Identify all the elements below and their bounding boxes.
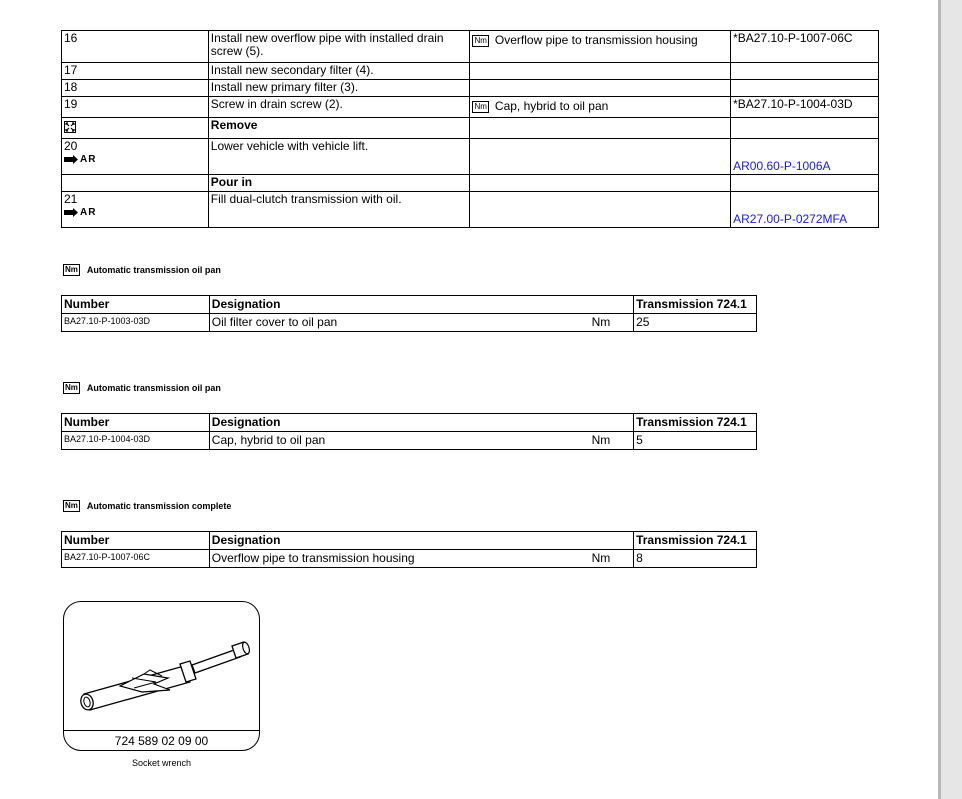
torque-designation: Cap, hybrid to oil pan	[209, 432, 591, 450]
torque-value: 5	[634, 432, 757, 450]
column-header-designation: Designation	[209, 414, 591, 432]
torque-section-title: Automatic transmission oil pan	[86, 265, 221, 275]
column-header-number: Number	[62, 414, 210, 432]
torque-ref: *BA27.10-P-1007-06C	[733, 31, 853, 45]
torque-table-header	[62, 532, 757, 550]
torque-nm-icon: Nm	[65, 265, 78, 274]
torque-section-title: Automatic transmission oil pan	[86, 383, 221, 393]
step-text: Screw in drain screw (2).	[210, 97, 343, 111]
torque-text: Cap, hybrid to oil pan	[494, 99, 609, 113]
torque-ref: *BA27.10-P-1004-03D	[733, 97, 853, 111]
ar-document-link[interactable]: AR00.60-P-1006A	[733, 159, 831, 173]
torque-table	[61, 531, 757, 568]
step-number: 19	[64, 97, 78, 111]
column-header-number: Number	[62, 532, 210, 550]
column-header-transmission: Transmission 724.1	[634, 296, 757, 314]
step-row-20	[62, 139, 879, 175]
ar-reference-marker	[64, 206, 96, 219]
step-number: 20	[64, 139, 78, 153]
step-text: Install new secondary filter (4).	[210, 63, 374, 77]
torque-section-heading	[63, 382, 221, 394]
step-number: 21	[64, 192, 78, 206]
torque-unit: Nm	[592, 550, 634, 568]
torque-nm-icon: Nm	[65, 383, 78, 392]
torque-table-row	[62, 550, 757, 568]
step-row-21	[62, 192, 879, 228]
tool-divider	[64, 730, 259, 731]
torque-table-header	[62, 296, 757, 314]
column-header-transmission: Transmission 724.1	[634, 414, 757, 432]
torque-designation: Oil filter cover to oil pan	[209, 314, 591, 332]
step-row-17	[62, 63, 879, 80]
torque-number: BA27.10-P-1004-03D	[62, 432, 210, 450]
torque-nm-icon: Nm	[65, 501, 78, 510]
tool-part-number: 724 589 02 09 00	[114, 734, 209, 748]
torque-table-row	[62, 314, 757, 332]
remove-arrows-icon	[64, 121, 76, 133]
torque-table-header	[62, 414, 757, 432]
ar-label: AR	[80, 154, 97, 165]
step-number: 18	[64, 80, 78, 94]
torque-value: 8	[634, 550, 757, 568]
step-row-18	[62, 80, 879, 97]
column-header-transmission: Transmission 724.1	[634, 532, 757, 550]
section-row-remove	[62, 118, 879, 139]
tool-caption: Socket wrench	[131, 758, 192, 768]
torque-table-row	[62, 432, 757, 450]
step-text: Install new primary filter (3).	[210, 80, 359, 94]
step-text: Install new overflow pipe with installed drain screw (5).	[210, 31, 444, 58]
page-edge-shadow	[938, 0, 941, 799]
torque-table	[61, 413, 757, 450]
torque-number: BA27.10-P-1003-03D	[62, 314, 210, 332]
ar-reference-marker	[64, 153, 96, 166]
column-header-designation: Designation	[209, 296, 591, 314]
ar-label: AR	[80, 207, 97, 218]
section-heading: Remove	[210, 118, 258, 132]
torque-number: BA27.10-P-1007-06C	[62, 550, 210, 568]
torque-section-heading	[63, 264, 221, 276]
torque-unit: Nm	[592, 432, 634, 450]
step-text: Fill dual-clutch transmission with oil.	[210, 192, 402, 206]
torque-text: Overflow pipe to transmission housing	[494, 33, 698, 47]
pointing-hand-icon	[64, 155, 78, 164]
section-row-pour-in	[62, 175, 879, 192]
torque-designation: Overflow pipe to transmission housing	[209, 550, 591, 568]
section-heading: Pour in	[210, 175, 253, 189]
torque-value: 25	[634, 314, 757, 332]
torque-section-title: Automatic transmission complete	[86, 501, 232, 511]
torque-unit: Nm	[592, 314, 634, 332]
column-header-number: Number	[62, 296, 210, 314]
step-number: 16	[64, 31, 78, 45]
procedure-table	[61, 30, 879, 228]
socket-wrench-illustration	[72, 612, 252, 724]
step-row-19	[62, 97, 879, 118]
step-row-16	[62, 31, 879, 63]
step-text: Lower vehicle with vehicle lift.	[210, 139, 369, 153]
torque-nm-icon: Nm	[474, 102, 487, 111]
torque-table	[61, 295, 757, 332]
torque-section-heading	[63, 500, 231, 512]
step-number: 17	[64, 63, 78, 77]
column-header-designation: Designation	[209, 532, 591, 550]
pointing-hand-icon	[64, 208, 78, 217]
ar-document-link[interactable]: AR27.00-P-0272MFA	[733, 212, 848, 226]
torque-nm-icon: Nm	[474, 36, 487, 45]
tool-figure	[63, 601, 260, 751]
